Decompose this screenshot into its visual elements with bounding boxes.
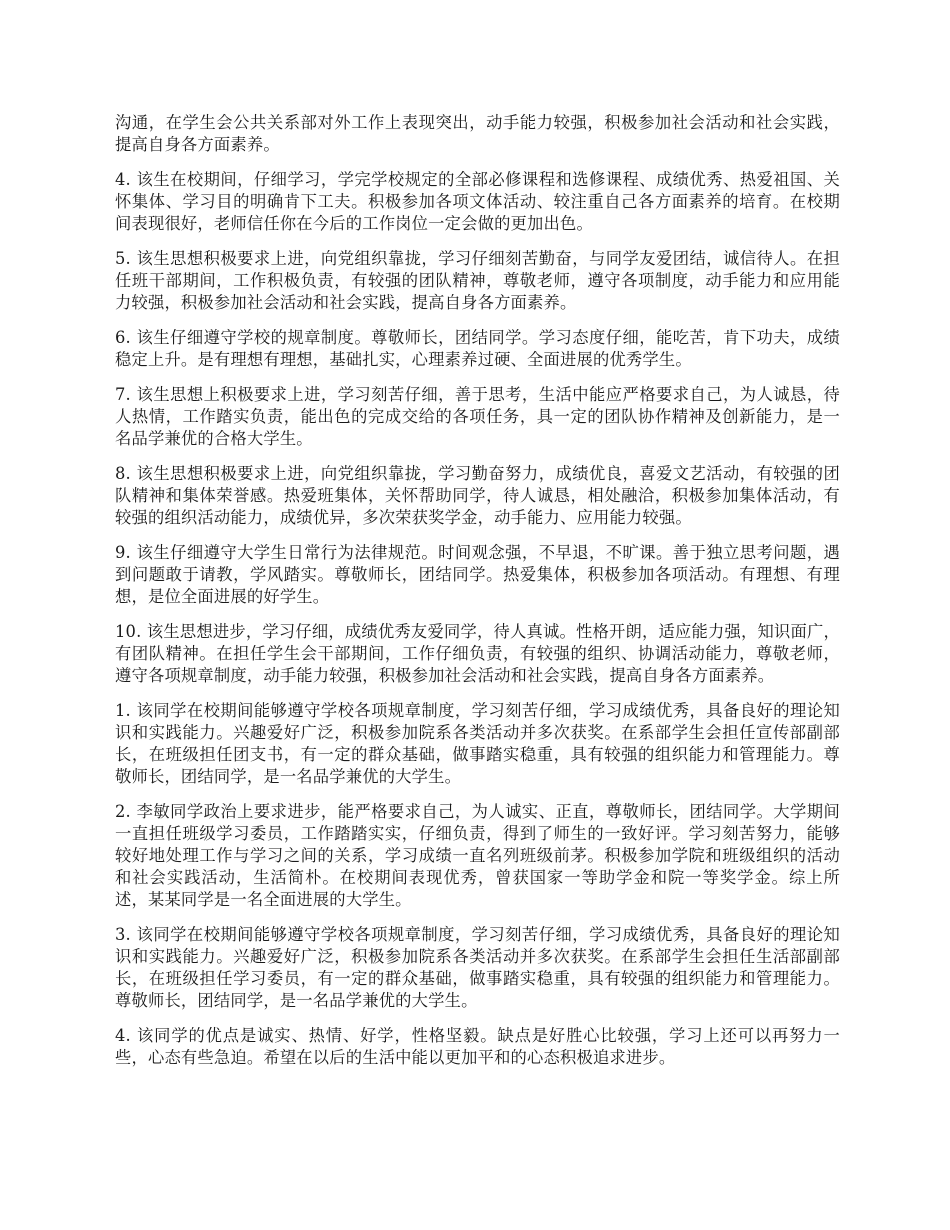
paragraph: 沟通，在学生会公共关系部对外工作上表现突出，动手能力较强，积极参加社会活动和社会实践，提高自身各方面素养。 — [115, 113, 840, 154]
paragraph: 5. 该生思想积极要求上进，向党组织靠拢，学习仔细刻苦勤奋，与同学友爱团结，诚信待人。在担任班干部期间，工作积极负责，有较强的团队精神，尊敬老师，遵守各项制度，动手能力和应用能力较强，积极参加社会活动和社会实践，提高自身各方面素养。 — [115, 249, 840, 312]
paragraph: 2. 李敏同学政治上要求进步，能严格要求自己，为人诚实、正直，尊敬师长，团结同学。大学期间一直担任班级学习委员，工作踏踏实实，仔细负责，得到了师生的一致好评。学习刻苦努力，能够较好地处理工作与学习之间的关系，学习成绩一直名列班级前茅。积极参加学院和班级组织的活动和社会实践活动，生活简朴。在校期间表现优秀，曾获国家一等助学金和院一等奖学金。综上所述，某某同学是一名全面进展的大学生。 — [115, 802, 840, 909]
paragraph: 8. 该生思想积极要求上进，向党组织靠拢，学习勤奋努力，成绩优良，喜爱文艺活动，有较强的团队精神和集体荣誉感。热爱班集体，关怀帮助同学，待人诚恳，相处融洽，积极参加集体活动，有较强的组织活动能力，成绩优异，多次荣获奖学金，动手能力、应用能力较强。 — [115, 464, 840, 527]
paragraph: 6. 该生仔细遵守学校的规章制度。尊敬师长，团结同学。学习态度仔细，能吃苦，肯下功夫，成绩稳定上升。是有理想有理想，基础扎实，心理素养过硬、全面进展的优秀学生。 — [115, 328, 840, 369]
paragraph: 9. 该生仔细遵守大学生日常行为法律规范。时间观念强，不早退，不旷课。善于独立思考问题，遇到问题敢于请教，学风踏实。尊敬师长，团结同学。热爱集体，积极参加各项活动。有理想、有理想，是位全面进展的好学生。 — [115, 543, 840, 606]
paragraph: 7. 该生思想上积极要求上进，学习刻苦仔细，善于思考，生活中能应严格要求自己，为人诚恳，待人热情，工作踏实负责，能出色的完成交给的各项任务，具一定的团队协作精神及创新能力，是一名品学兼优的合格大学生。 — [115, 385, 840, 448]
paragraph: 3. 该同学在校期间能够遵守学校各项规章制度，学习刻苦仔细，学习成绩优秀，具备良好的理论知识和实践能力。兴趣爱好广泛，积极参加院系各类活动并多次获奖。在系部学生会担任生活部副部长，在班级担任学习委员，有一定的群众基础，做事踏实稳重，具有较强的组织能力和管理能力。尊敬师长，团结同学，是一名品学兼优的大学生。 — [115, 925, 840, 1010]
paragraph: 10. 该生思想进步，学习仔细，成绩优秀友爱同学，待人真诚。性格开朗，适应能力强，知识面广，有团队精神。在担任学生会干部期间，工作仔细负责，有较强的组织、协调活动能力，尊敬老师，遵守各项规章制度，动手能力较强，积极参加社会活动和社会实践，提高自身各方面素养。 — [115, 622, 840, 685]
paragraph: 1. 该同学在校期间能够遵守学校各项规章制度，学习刻苦仔细，学习成绩优秀，具备良好的理论知识和实践能力。兴趣爱好广泛，积极参加院系各类活动并多次获奖。在系部学生会担任宣传部副部长，在班级担任团支书，有一定的群众基础，做事踏实稳重，具有较强的组织能力和管理能力。尊敬师长，团结同学，是一名品学兼优的大学生。 — [115, 701, 840, 786]
paragraph: 4. 该同学的优点是诚实、热情、好学，性格坚毅。缺点是好胜心比较强，学习上还可以再努力一些，心态有些急迫。希望在以后的生活中能以更加平和的心态积极追求进步。 — [115, 1026, 840, 1067]
document-body — [115, 112, 840, 1082]
paragraph: 4. 该生在校期间，仔细学习，学完学校规定的全部必修课程和选修课程、成绩优秀、热爱祖国、关怀集体、学习目的明确肯下工夫。积极参加各项文体活动、较注重自己各方面素养的培育。在校期间表现很好，老师信任你在今后的工作岗位一定会做的更加出色。 — [115, 170, 840, 233]
